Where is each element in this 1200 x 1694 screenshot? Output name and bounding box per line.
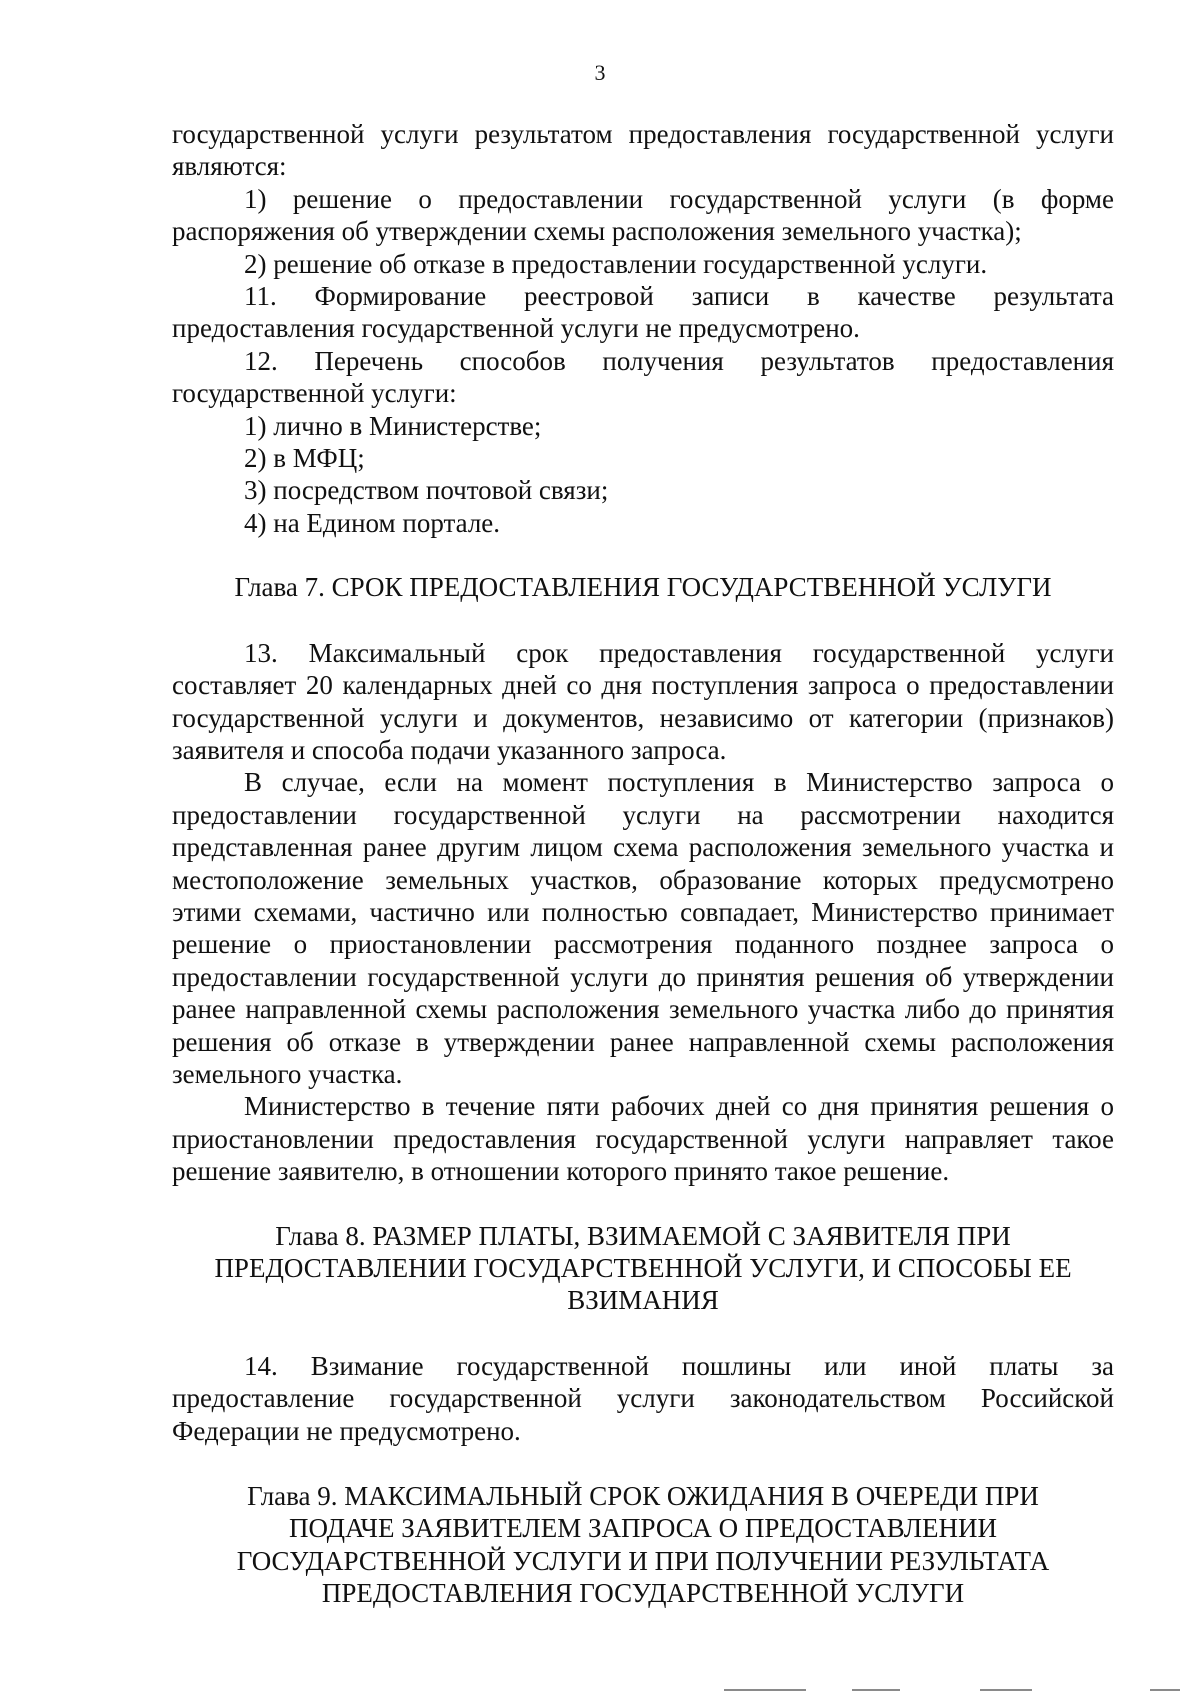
list-item-method-1: 1) лично в Министерстве;: [244, 410, 542, 441]
page-number: 3: [594, 60, 606, 85]
list-item-method-3: 3) посредством почтовой связи;: [244, 475, 609, 506]
paragraph-suspension-notice: Министерство в течение пяти рабочих дней со дня принятия решения о приостановлении предоставления государственной услуги направляет такое решение заявителю, в отношении которого принято такое решение.: [172, 1091, 1114, 1187]
chapter-9-heading-line: ПОДАЧЕ ЗАЯВИТЕЛЕМ ЗАПРОСА О ПРЕДОСТАВЛЕНИИ: [288, 1513, 998, 1544]
scan-artifacts: [0, 1682, 1200, 1694]
paragraph-11: 11. Формирование реестровой записи в качестве результата предоставления государственной услуги не предусмотрено.: [172, 281, 1114, 344]
paragraph-suspension-case: В случае, если на момент поступления в Министерство запроса о предоставлении государственной услуги на рассмотрении находится представленная ранее другим лицом схема расположения земельного участка и местоположение земельных участков, образование которых предусмотрено этими схемами, частично или полностью совпадает, Министерство принимает решение о приостановлении рассмотрения поданного позднее запроса о предоставлении государственной услуги до принятия решения об утверждении ранее направленной схемы расположения земельного участка либо до принятия решения об отказе в утверждении ранее направленной схемы расположения земельного участка.: [172, 767, 1114, 1089]
list-item-result-2: 2) решение об отказе в предоставлении государственной услуги.: [244, 248, 988, 279]
list-item-method-4: 4) на Едином портале.: [244, 507, 501, 538]
chapter-9-heading-line: Глава 9. МАКСИМАЛЬНЫЙ СРОК ОЖИДАНИЯ В ОЧЕРЕДИ ПРИ: [247, 1481, 1039, 1512]
chapter-9-heading-line: ГОСУДАРСТВЕННОЙ УСЛУГИ И ПРИ ПОЛУЧЕНИИ РЕЗУЛЬТАТА: [236, 1545, 1050, 1576]
paragraph-13: 13. Максимальный срок предоставления государственной услуги составляет 20 календарных дней со дня поступления запроса о предоставлении государственной услуги и документов, независимо от категории (признаков) заявителя и способа подачи указанного запроса.: [172, 637, 1114, 765]
scan-mark: [852, 1689, 900, 1691]
chapter-9-heading: [172, 1480, 1114, 1610]
chapter-8-heading-line: Глава 8. РАЗМЕР ПЛАТЫ, ВЗИМАЕМОЙ С ЗАЯВИТЕЛЯ ПРИ: [275, 1220, 1011, 1251]
chapter-9-heading-line: ПРЕДОСТАВЛЕНИЯ ГОСУДАРСТВЕННОЙ УСЛУГИ: [321, 1578, 965, 1609]
chapter-8-heading: [172, 1220, 1114, 1317]
list-item-method-2: 2) в МФЦ;: [244, 443, 365, 474]
scan-mark: [724, 1689, 806, 1691]
chapter-8-heading-line: ВЗИМАНИЯ: [567, 1285, 719, 1316]
document-body: [172, 118, 1114, 1610]
chapter-8-heading-line: ПРЕДОСТАВЛЕНИИ ГОСУДАРСТВЕННОЙ УСЛУГИ, И СПОСОБЫ ЕЕ: [214, 1253, 1072, 1283]
chapter-7-heading: Глава 7. СРОК ПРЕДОСТАВЛЕНИЯ ГОСУДАРСТВЕННОЙ УСЛУГИ: [234, 572, 1052, 603]
paragraph-12: 12. Перечень способов получения результатов предоставления государственной услуги:: [172, 345, 1114, 409]
paragraph-continuation: государственной услуги результатом предоставления государственной услуги являются:: [172, 119, 1114, 182]
scan-mark: [1150, 1689, 1180, 1691]
paragraph-14: 14. Взимание государственной пошлины или иной платы за предоставление государственной услуги законодательством Российской Федерации не предусмотрено.: [172, 1350, 1114, 1446]
scan-mark: [980, 1689, 1032, 1691]
list-item-result-1: 1) решение о предоставлении государственной услуги (в форме распоряжения об утверждении схемы расположения земельного участка);: [172, 183, 1114, 247]
